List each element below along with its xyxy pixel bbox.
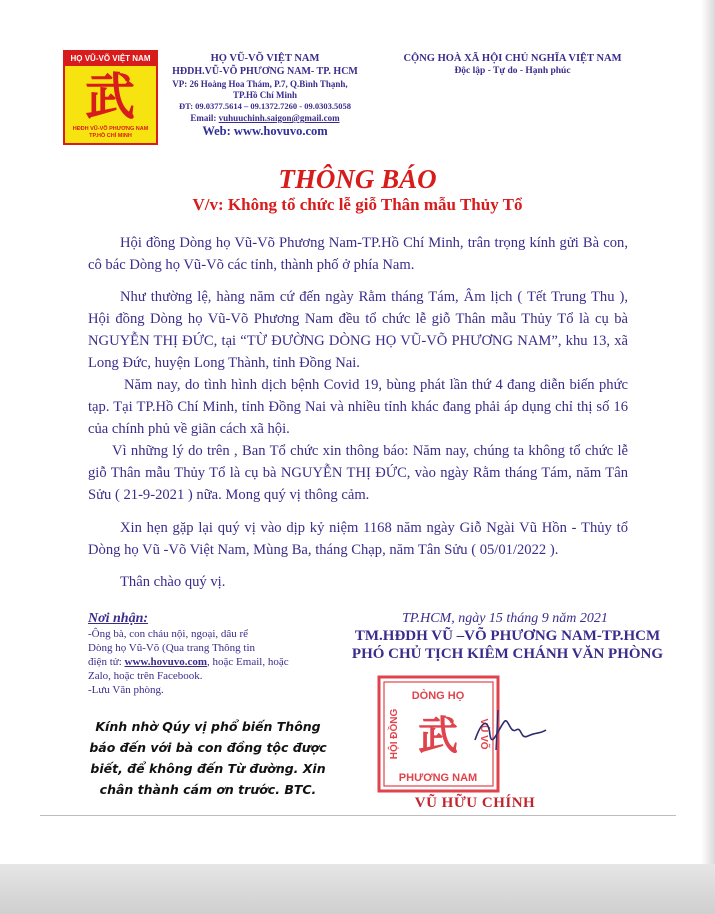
paragraph-announcement: Vì những lý do trên , Ban Tổ chức xin thông báo: Năm nay, chúng ta không tổ chức lễ giỗ Thân mẫu Thủy Tổ là cụ bà NGUYỄN THỊ ĐỨC, vào ngày Rằm tháng Tám, năm Tân Sửu ( 21-9-2021 ) nữa. Mong quý vị thông cảm. [88, 443, 628, 503]
place-and-date: TP.HCM, ngày 15 tháng 9 năm 2021 [402, 611, 608, 626]
logo-character: 武 [85, 68, 135, 126]
website-link[interactable]: Web: www.hovuvo.com [202, 124, 328, 138]
phone-numbers: ĐT: 09.0377.5614 – 09.1372.7260 - 09.0303.5058 [179, 101, 351, 111]
email-link[interactable]: vuhuuchinh.saigon@gmail.com [218, 113, 340, 123]
dissemination-note: Kính nhờ Qúy vị phổ biến Thông báo đến với bà con đồng tộc được biết, để không đến Từ đường. Xin chân thành cám ơn trước. BTC. [89, 719, 327, 797]
page-bottom-shadow [0, 864, 715, 914]
signer-role: PHÓ CHỦ TỊCH KIÊM CHÁNH VĂN PHÒNG [351, 646, 664, 662]
address-line2: TP.Hồ Chí Minh [233, 90, 297, 100]
logo-bottom-line1: HĐDH VŨ-VÕ PHƯƠNG NAM [72, 126, 149, 132]
recipient-line: Dòng họ Vũ-Võ (Qua trang Thông tin [88, 642, 256, 654]
national-title: CỘNG HOÀ XÃ HỘI CHỦ NGHĨA VIỆT NAM [403, 53, 622, 64]
page-top-edge [0, 0, 715, 18]
recipient-line: Zalo, hoặc trên Facebook. [88, 670, 203, 682]
logo-bottom-text [65, 126, 156, 140]
stamp-bottom-text: PHƯƠNG NAM [398, 772, 478, 784]
logo-bottom-line2: TP.HỒ CHÍ MINH [89, 133, 132, 139]
clan-logo [63, 50, 158, 145]
stamp-top-text: DÒNG HỌ [411, 690, 465, 702]
document-subtitle: V/v: Không tổ chức lễ giỗ Thân mẫu Thủy Tổ [192, 195, 523, 214]
recipients-title: Nơi nhận: [88, 611, 149, 626]
bottom-divider [40, 815, 676, 816]
address-line1: VP: 26 Hoàng Hoa Thám, P.7, Q.Bình Thạnh, [172, 79, 348, 89]
document-title: THÔNG BÁO [278, 164, 437, 194]
paragraph-next-meeting: Xin hẹn gặp lại quý vị vào dịp kỷ niệm 1168 năm ngày Giỗ Ngài Vũ Hồn - Thủy tổ Dòng họ Vũ -Võ Việt Nam, Mùng Ba, tháng Chạp, năm Tân Sửu ( 05/01/2022 ). [88, 520, 628, 558]
national-motto: Độc lập - Tự do - Hạnh phúc [454, 66, 571, 76]
stamp-right-text: VŨ VÕ [478, 718, 489, 750]
recipient-website-link[interactable]: www.hovuvo.com [124, 656, 208, 668]
paragraph-tradition: Như thường lệ, hàng năm cứ đến ngày Rằm tháng Tám, Âm lịch ( Tết Trung Thu ), Hội đồng Dòng họ Vũ-Võ Phương Nam đều tổ chức lễ giỗ Thân mẫu Thủy Tổ là cụ bà NGUYỄN THỊ ĐỨC, tại “TỪ ĐƯỜNG DÒNG HỌ VŨ-VÕ PHƯƠNG NAM”, khu 13, xã Long Đức, huyện Long Thành, tỉnh Đồng Nai. [88, 289, 628, 371]
recipient-line: -Ông bà, con cháu nội, ngoại, dâu rể [88, 628, 249, 640]
paragraph-closing: Thân chào quý vị. [120, 574, 226, 590]
logo-top-text: HỌ VŨ-VÕ VIỆT NAM [65, 52, 156, 66]
signer-organization: TM.HĐDH VŨ –VÕ PHƯƠNG NAM-TP.HCM [354, 628, 661, 644]
org-name: HỌ VŨ-VÕ VIỆT NAM [210, 53, 320, 64]
page-right-shadow [701, 0, 715, 914]
email-row [170, 113, 360, 123]
stamp-character: 武 [418, 713, 458, 759]
handwritten-signature [470, 700, 550, 760]
paragraph-covid: Năm nay, do tình hình dịch bệnh Covid 19, bùng phát lần thứ 4 đang diễn biến phức tạp. Tại TP.Hồ Chí Minh, tỉnh Đồng Nai và nhiều tỉnh khác đang phải áp dụng chỉ thị số 16 của chính phủ về giãn cách xã hội. [88, 377, 628, 437]
recipient-line: điện tử: www.hovuvo.com, hoặc Email, hoặc [88, 656, 289, 668]
recipient-line: -Lưu Văn phòng. [88, 684, 164, 696]
email-label: Email: [190, 113, 217, 123]
paragraph-greeting: Hội đồng Dòng họ Vũ-Võ Phương Nam-TP.Hồ Chí Minh, trân trọng kính gửi Bà con, cô bác Dòng họ Vũ-Võ các tỉnh, thành phố ở phía Nam. [88, 235, 628, 273]
signer-name: VŨ HỮU CHÍNH [414, 795, 536, 811]
org-branch: HĐDH.VŨ-VÕ PHƯƠNG NAM- TP. HCM [172, 66, 358, 77]
stamp-left-text: HỘI ĐỒNG [389, 708, 400, 760]
